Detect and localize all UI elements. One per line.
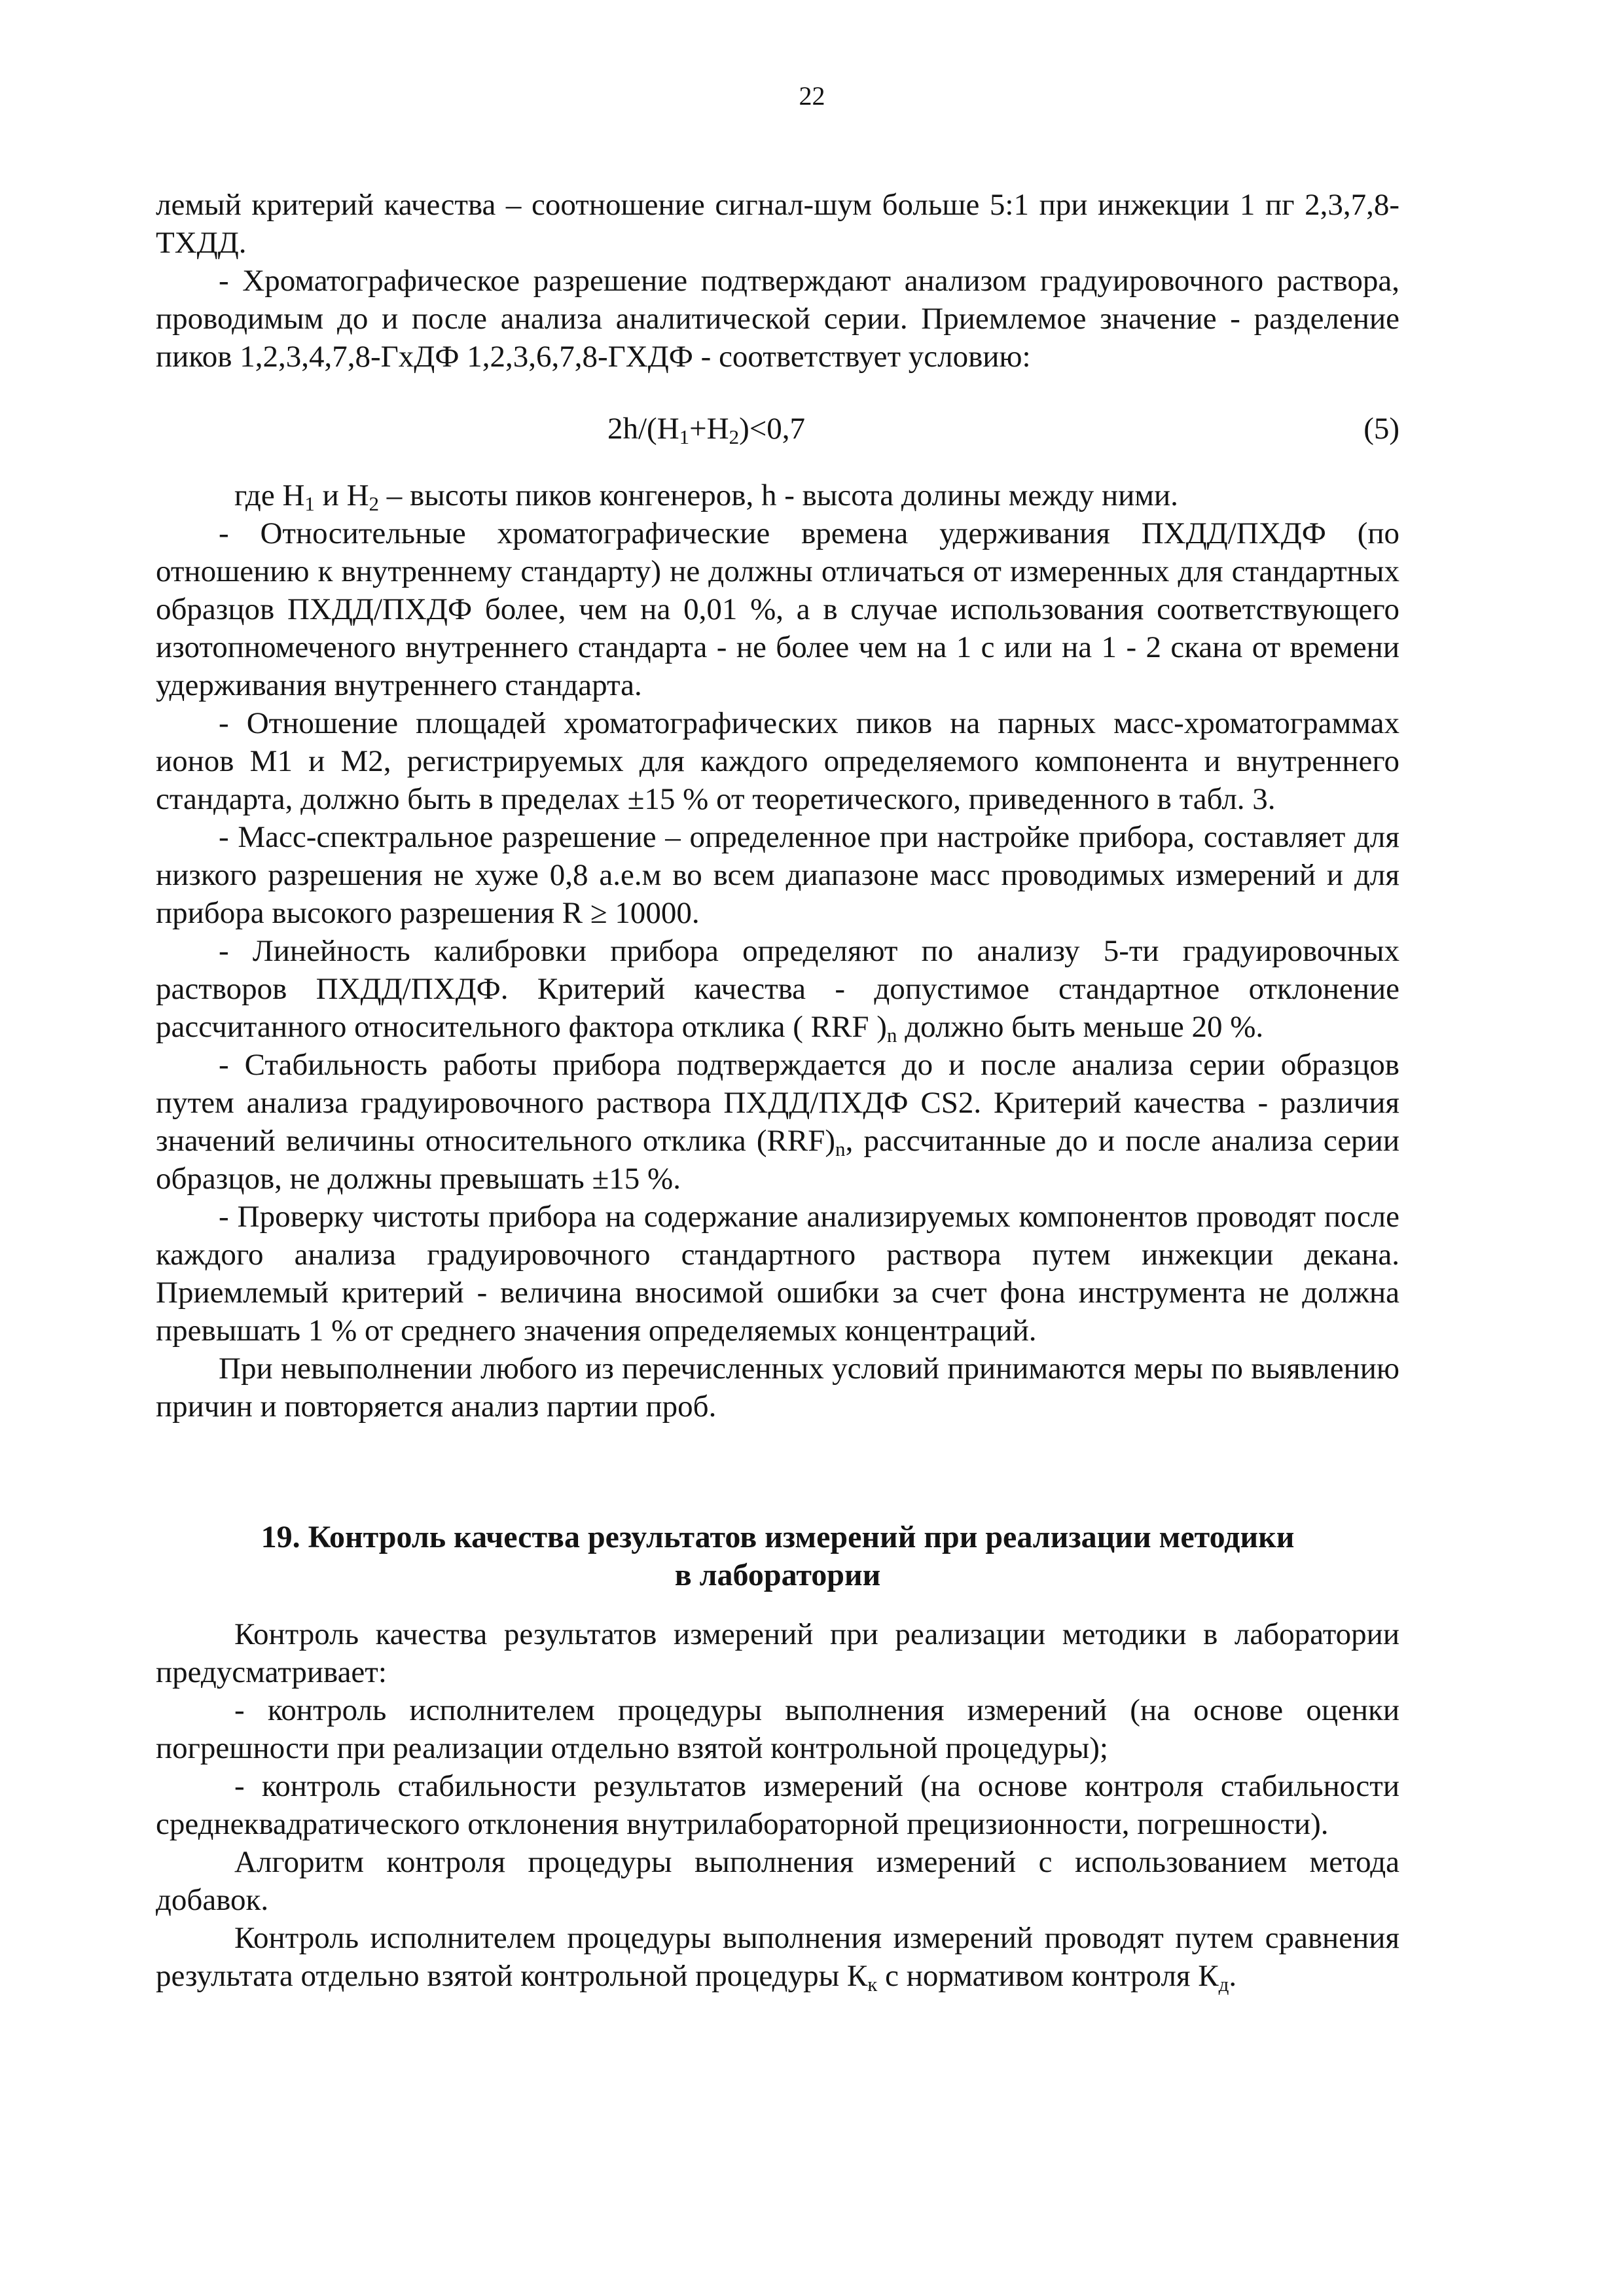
chromatographic-resolution-paragraph: - Хроматографическое разрешение подтверждают анализом градуировочного раствора, проводимым до и после анализа аналитической серии. Приемлемое значение - разделение пиков 1,2,3,4,7,8-ГхДФ 1,2,3,6,7,8-ГХДФ - соответствует условию: <box>156 264 1399 374</box>
formula-expression: $2h/(H_1+H_2)<0,7$ <box>607 412 806 448</box>
peak-area-ratio-paragraph: - Отношение площадей хроматографических пиков на парных масс-хроматограммах ионов М1 и М2, регистрируемых для каждого определяемого компонента и внутреннего стандарта, должно быть в пределах ±15 % от теоретического, приведенного в табл. 3. <box>156 706 1399 816</box>
page-number: 22 <box>799 81 825 111</box>
intro-paragraph: лемый критерий качества – соотношение сигнал-шум больше 5:1 при инжекции 1 пг 2,3,7,8-ТХДД. <box>156 188 1399 260</box>
formula-number: (5) <box>1363 412 1399 446</box>
stability-paragraph: - Стабильность работы прибора подтверждается до и после анализа серии образцов путем анализа градуировочного раствора ПХДД/ПХДФ CS2. Критерий качества - различия значений величины относительного отклика $(RRF)_n$, рассчитанные до и после анализа серии образцов, не должны превышать ±15 %. <box>156 1048 1399 1196</box>
body-text-section-19 <box>156 1615 1399 1995</box>
section-19-heading <box>156 1518 1399 1594</box>
formula-5 <box>156 410 1399 448</box>
section-19-algorithm: Алгоритм контроля процедуры выполнения измерений с использованием метода добавок. <box>156 1845 1399 1917</box>
section-19-title-line1: 19. Контроль качества результатов измерений при реализации методики <box>261 1520 1295 1554</box>
formula-note: где $H_1$ и $H_2$ – высоты пиков конгенеров, h - высота долины между ними. <box>234 478 1178 515</box>
body-text-top <box>156 186 1399 1426</box>
mass-resolution-paragraph: - Масс-спектральное разрешение – определенное при настройке прибора, составляет для низкого разрешения не хуже 0,8 а.е.м во всем диапазоне масс проводимых измерений и для прибора высокого разрешения R ≥ 10000. <box>156 820 1399 930</box>
section-19-item-2: - контроль стабильности результатов измерений (на основе контроля стабильности среднеквадратического отклонения внутрилабораторной прецизионности, погрешности). <box>156 1769 1399 1841</box>
failure-note-paragraph: При невыполнении любого из перечисленных условий принимаются меры по выявлению причин и повторяется анализ партии проб. <box>156 1352 1399 1424</box>
section-19-item-1: - контроль исполнителем процедуры выполнения измерений (на основе оценки погрешности при реализации отдельно взятой контрольной процедуры); <box>156 1693 1399 1765</box>
section-19-title-line2: в лаборатории <box>674 1558 881 1592</box>
retention-times-paragraph: - Относительные хроматографические времена удерживания ПХДД/ПХДФ (по отношению к внутреннему стандарту) не должны отличаться от измеренных для стандартных образцов ПХДД/ПХДФ более, чем на 0,01 %, а в случае использования соответствующего изотопномеченого внутреннего стандарта - не более чем на 1 с или на 1 - 2 скана от времени удерживания внутреннего стандарта. <box>156 516 1399 702</box>
section-19-control: Контроль исполнителем процедуры выполнения измерений проводят путем сравнения результата отдельно взятой контрольной процедуры $К_к$ с нормативом контроля $К_д$. <box>156 1921 1399 1996</box>
purity-paragraph: - Проверку чистоты прибора на содержание анализируемых компонентов проводят после каждого анализа градуировочного стандартного раствора путем инжекции декана. Приемлемый критерий - величина вносимой ошибки за счет фона инструмента не должна превышать 1 % от среднего значения определяемых концентраций. <box>156 1200 1399 1348</box>
linearity-paragraph: - Линейность калибровки прибора определяют по анализу 5-ти градуировочных растворов ПХДД/ПХДФ. Критерий качества - допустимое стандартное отклонение рассчитанного относительного фактора отклика ( RRF )$_n$ должно быть меньше 20 %. <box>156 934 1399 1047</box>
section-19-intro: Контроль качества результатов измерений при реализации методики в лаборатории предусматривает: <box>156 1617 1399 1689</box>
